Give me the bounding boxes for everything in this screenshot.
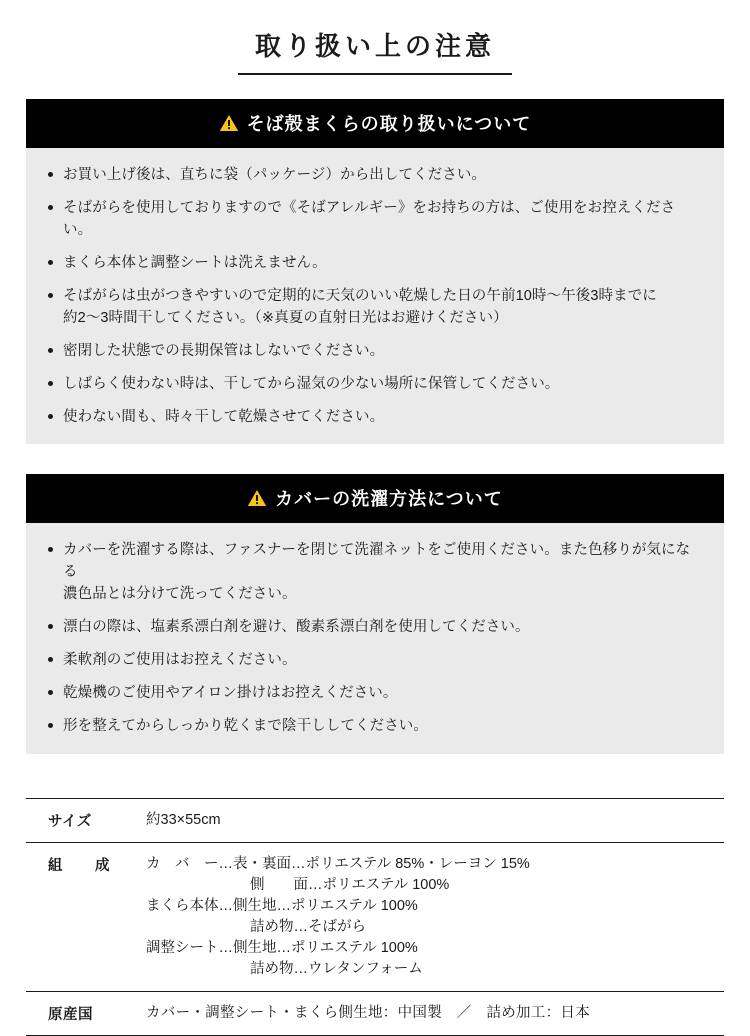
section-heading-text: そば殻まくらの取り扱いについて (246, 114, 532, 134)
list-item-line1: 形を整えてからしっかり乾くまで陰干ししてください。 (63, 718, 428, 735)
composition-row-value: 側生地…ポリエステル 100% (233, 939, 418, 956)
list-item (46, 539, 704, 605)
table-row (26, 991, 724, 1035)
list-item-line1: 漂白の際は、塩素系漂白剤を避け、酸素系漂白剤を使用してください。 (63, 619, 530, 636)
list-item-line1: そばがらは虫がつきやすいので定期的に天気のいい乾燥した日の午前10時〜午後3時までに (63, 288, 657, 305)
composition-row-value: 詰め物…ウレタンフォーム (250, 960, 423, 977)
list-item-line1: そばがらを使用しておりますので《そばアレルギー》をお持ちの方は、ご使用をお控えください。 (63, 200, 676, 239)
list-item (46, 197, 704, 241)
list-item (46, 252, 704, 274)
table-row (26, 842, 724, 991)
composition-row-value: 詰め物…そばがら (250, 918, 366, 935)
composition-row-label: 調整シート… (146, 939, 233, 956)
spec-table (26, 798, 724, 1036)
composition-row (146, 875, 720, 896)
list-item-line1: 使わない間も、時々干して乾燥させてください。 (63, 409, 385, 426)
notice-list (46, 164, 704, 428)
composition-row (146, 917, 720, 938)
list-item (46, 616, 704, 638)
notice-list (46, 539, 704, 737)
list-item (46, 164, 704, 186)
list-item (46, 285, 704, 329)
list-item-line1: 密閉した状態での長期保管はしないでください。 (63, 343, 385, 360)
section-body (26, 523, 724, 753)
composition-row (146, 896, 720, 917)
spec-value-origin: カバー・調整シート・まくら側生地：中国製 ／ 詰め加工：日本 (146, 1004, 590, 1021)
list-item-line1: カバーを洗濯する際は、ファスナーを閉じて洗濯ネットをご使用ください。また色移りが気になる (63, 542, 691, 581)
list-item (46, 682, 704, 704)
spec-value-size: 約33×55cm (146, 811, 221, 828)
list-item-line1: お買い上げ後は、直ちに袋（パッケージ）から出してください。 (63, 167, 487, 183)
section-header (26, 99, 724, 148)
section-buckwheat-pillow-handling (26, 99, 724, 444)
composition-row (146, 938, 720, 959)
composition-row-value: 側生地…ポリエステル 100% (233, 897, 418, 914)
spec-label-origin: 原産国 (48, 1006, 93, 1023)
section-header (26, 474, 724, 523)
spec-value-composition (134, 842, 724, 991)
list-item (46, 373, 704, 395)
list-item-line1: まくら本体と調整シートは洗えません。 (63, 255, 327, 272)
list-item-line2: 濃色品とは分けて洗ってください。 (63, 586, 297, 603)
section-cover-washing (26, 474, 724, 753)
list-item-line1: 乾燥機のご使用やアイロン掛けはお控えください。 (63, 685, 398, 702)
composition-row-label: まくら本体… (146, 897, 233, 914)
list-item (46, 649, 704, 671)
list-item-line2: 約2〜3時間干してください。（※真夏の直射日光はお避けください） (63, 310, 508, 327)
composition-row-value: 側 面…ポリエステル 100% (250, 876, 450, 893)
list-item (46, 340, 704, 362)
composition-row-label: カ バ ー… (146, 855, 233, 872)
composition-row (146, 959, 720, 980)
spec-label-composition: 組 成 (48, 857, 119, 874)
title-underline (238, 73, 512, 75)
list-item-line1: 柔軟剤のご使用はお控えください。 (63, 652, 297, 669)
composition-row-value: 表・裏面…ポリエステル 85%・レーヨン 15% (233, 855, 530, 872)
table-row (26, 798, 724, 842)
section-heading-text: カバーの洗濯方法について (275, 489, 503, 510)
warning-triangle-icon (219, 114, 239, 132)
composition-row (146, 854, 720, 875)
list-item-line1: しばらく使わない時は、干してから湿気の少ない場所に保管してください。 (63, 376, 560, 393)
page-title: 取り扱い上の注意 (254, 31, 495, 61)
list-item (46, 406, 704, 428)
spec-label-size: サイズ (48, 813, 92, 830)
warning-triangle-icon (247, 489, 267, 507)
section-body (26, 148, 724, 444)
list-item (46, 715, 704, 737)
